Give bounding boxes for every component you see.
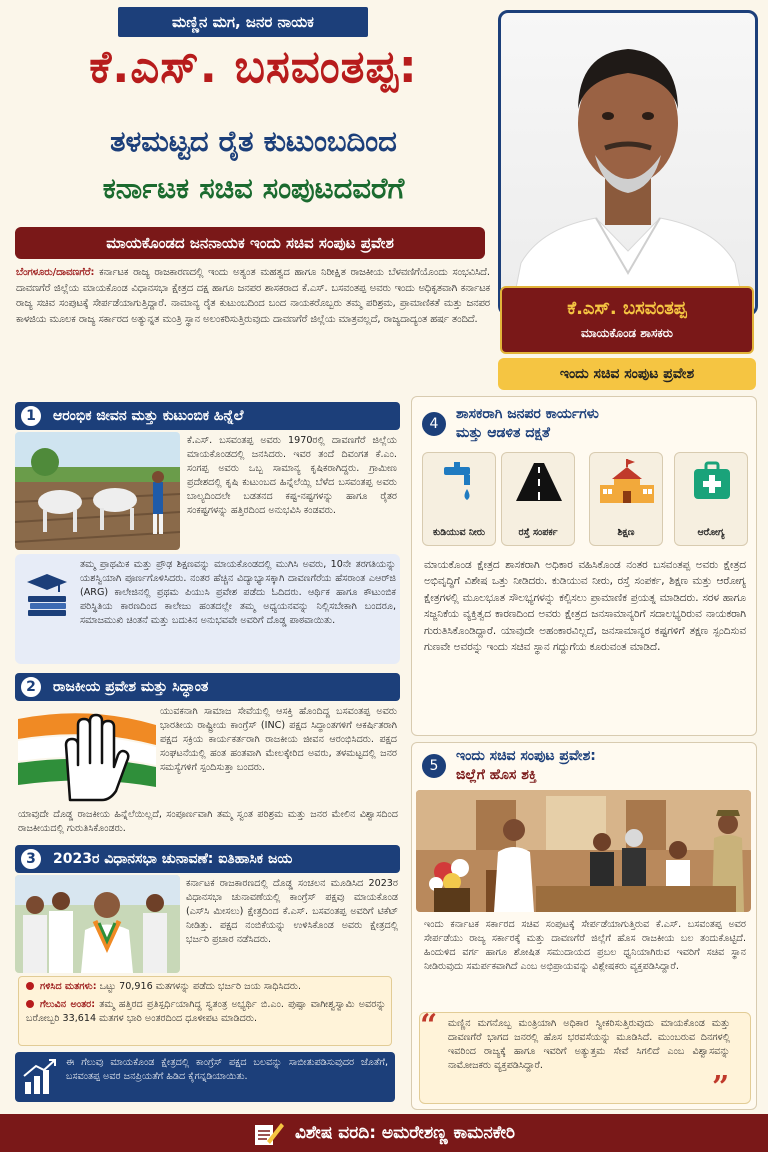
section3-title: 2023ರ ವಿಧಾನಸಭಾ ಚುನಾವಣೆ: ಐತಿಹಾಸಿಕ ಜಯ [53, 851, 293, 867]
section2-para2: ಯಾವುದೇ ದೊಡ್ಡ ರಾಜಕೀಯ ಹಿನ್ನೆಲೆಯಿಲ್ಲದೆ, ಸಂಪೂರ್ಣವಾಗಿ ತಮ್ಮ ಸ್ವಂತ ಪರಿಶ್ರಮ ಮತ್ತು ಜನರ ಮೇಲಿನ ವಿಶ್ವಾಸದಿಂದ ರಾಜಕೀಯದಲ್ಲಿ ಗುರುತಿಸಿಕೊಂಡರು. [18, 809, 398, 834]
intro-banner [15, 227, 485, 259]
section5-title-line2: ಜಿಲ್ಲೆಗೆ ಹೊಸ ಶಕ್ತಿ [456, 767, 537, 783]
section2-para1: ಯುವಕನಾಗಿ ಸಾಮಾಜ ಸೇವೆಯಲ್ಲಿ ಆಸಕ್ತಿ ಹೊಂದಿದ್ದ ಬಸವಂತಪ್ಪ ಅವರು ಭಾರತೀಯ ರಾಷ್ಟ್ರೀಯ ಕಾಂಗ್ರೆಸ್ (INC) ಪಕ್ಷದ ಸಿದ್ಧಾಂತಗಳಿಗೆ ಆಕರ್ಷಿತರಾಗಿ ಪಕ್ಷದ ಸಕ್ರಿಯ ಕಾರ್ಯಕರ್ತರಾಗಿ ರಾಜಕೀಯ ಜೀವನ ಆರಂಭಿಸಿದರು. ಪಕ್ಷದ ಸಂಘಟನೆಯಲ್ಲಿ ಹಂತ ಹಂತವಾಗಿ ಮೇಲಕ್ಕೇರಿದ ಅವರು, ತಳಮಟ್ಟದಲ್ಲಿ ಜನರ ಸಮಸ್ಯೆಗಳಿಗೆ ಸ್ಪಂದಿಸುತ್ತಾ ಬಂದರು. [160, 706, 397, 773]
swearing-in-photo [416, 790, 751, 912]
quote-text: ಮಣ್ಣಿನ ಮಗನೊಬ್ಬ ಮಂತ್ರಿಯಾಗಿ ಅಧಿಕಾರ ಸ್ವೀಕರಿಸುತ್ತಿರುವುದು ಮಾಯಕೊಂಡ ಮತ್ತು ದಾವಣಗೆರೆ ಭಾಗದ ಜನರಲ್ಲಿ ಹೊಸ ಭರವಸೆಯನ್ನು ಮೂಡಿಸಿದೆ. ಮುಂಬರುವ ದಿನಗಳಲ್ಲಿ ಇವರಿಂದ ರಾಜ್ಯಕ್ಕೆ ಹಾಗೂ ಇವರಿಗೆ ಅತ್ಯುತ್ತಮ ಸೇವೆ ಸಿಗಲಿದೆ ಎಂಬ ವಿಶ್ವಾಸವನ್ನು ನಾಮೋಜಕರು ವ್ಯಕ್ತಪಡಿಸಿದ್ದಾರೆ. [448, 1018, 730, 1071]
portrait-nameplate [500, 286, 754, 354]
section5-para: ಇಂದು ಕರ್ನಾಟಕ ಸರ್ಕಾರದ ಸಚಿವ ಸಂಪುಟಕ್ಕೆ ಸೇರ್ಪಡೆಯಾಗುತ್ತಿರುವ ಕೆ.ಎಸ್. ಬಸವಂತಪ್ಪ ಅವರ ಸೇರ್ಪಡೆಯು ರಾಜ್ಯ ಸರ್ಕಾರಕ್ಕೆ ಮತ್ತು ದಾವಣಗೆರೆ ಜಿಲ್ಲೆಗೆ ಹೊಸ ರಾಜಕೀಯ ಬಲ ತಂದುಕೊಟ್ಟಿದೆ. ಹಿಂದುಳಿದ ವರ್ಗ ಹಾಗೂ ಶೋಷಿತ ಸಮುದಾಯದ ಪ್ರಬಲ ಧ್ವನಿಯಾಗಿರುವ ಇವರಿಗೆ ಸಚಿವ ಸ್ಥಾನ ನೀಡಿರುವುದು ಸಮರ್ಪಕವಾಗಿದೆ ಎಂಬ ಅಭಿಪ್ರಾಯವನ್ನು ವಿಶ್ಲೇಷಕರು ವ್ಯಕ್ತಪಡಿಸಿದ್ದಾರೆ. [424, 919, 746, 972]
school-icon [598, 457, 656, 505]
footer-text: ವಿಶೇಷ ವರದಿ: ಅಮರೇಶಣ್ಣ ಕಾಮನಕೇರಿ [294, 1123, 516, 1143]
headline-sub1: ತಳಮಟ್ಟದ ರೈತ ಕುಟುಂಬದಿಂದ [110, 124, 397, 158]
election-rally-photo [15, 875, 180, 973]
tagline-banner [118, 7, 368, 37]
section2-title: ರಾಜಕೀಯ ಪ್ರವೇಶ ಮತ್ತು ಸಿದ್ಧಾಂತ [53, 679, 209, 695]
section5-title-line1: ಇಂದು ಸಚಿವ ಸಂಪುಟ ಪ್ರವೇಶ: [456, 748, 596, 764]
section4-header [420, 402, 750, 446]
section4-title-line1: ಶಾಸಕರಾಗಿ ಜನಪರ ಕಾರ್ಯಗಳು [456, 406, 599, 422]
headline-sub2: ಕರ್ನಾಟಕ ಸಚಿವ ಸಂಪುಟದವರೆಗೆ [102, 171, 405, 205]
portrait-tag-text: ಇಂದು ಸಚಿವ ಸಂಪುಟ ಪ್ರವೇಶ [559, 366, 695, 382]
water-tap-icon [438, 459, 482, 503]
portrait-name: ಕೆ.ಎಸ್. ಬಸವಂತಪ್ಪ [567, 298, 687, 319]
stat-votes-label: ಗಳಿಸಿದ ಮತಗಳು: [40, 981, 97, 992]
books-icon [22, 570, 72, 620]
congress-hand-symbol [18, 705, 156, 805]
tile-drinking-water-label: ಕುಡಿಯುವ ನೀರು [433, 527, 485, 538]
portrait-role: ಮಾಯಕೊಂಡ ಶಾಸಕರು [581, 326, 673, 340]
tile-road [501, 452, 575, 546]
tile-health [674, 452, 748, 546]
intro-dateline: ಬೆಂಗಳೂರು/ದಾವಣಗೆರೆ: [16, 267, 95, 278]
health-icon [690, 459, 734, 503]
pen-writing-icon [253, 1119, 285, 1147]
headline-name: ಕೆ.ಎಸ್. ಬಸವಂತಪ್ಪ: [89, 40, 418, 93]
stat-margin-text: ತಮ್ಮ ಹತ್ತಿರದ ಪ್ರತಿಸ್ಪರ್ಧಿಯಾಗಿದ್ದ ಸ್ವತಂತ್ರ ಅಭ್ಯರ್ಥಿ ಬಿ.ಎಂ. ಪುಷ್ಪಾ ವಾಗೀಶ್ವಸ್ವಾಮಿ ಅವರನ್ನು ಬರೋಬ್ಬರಿ 33,614 ಮತಗಳ ಭಾರಿ ಅಂತರದಿಂದ ಧೂಳೀಪಟ ಮಾಡಿದರು. [26, 999, 387, 1024]
growth-chart-icon [22, 1058, 58, 1096]
road-icon [512, 459, 566, 503]
section2-number: 2 [19, 675, 43, 699]
tile-health-label: ಆರೋಗ್ಯ [697, 527, 725, 538]
stat-margin [26, 998, 386, 1026]
intro-banner-text: ಮಾಯಕೊಂಡದ ಜನನಾಯಕ ಇಂದು ಸಚಿವ ಸಂಪುಟ ಪ್ರವೇಶ [106, 234, 394, 252]
tagline: ಮಣ್ಣಿನ ಮಗ, ಜನರ ನಾಯಕ [172, 13, 314, 31]
footer-bar [0, 1114, 768, 1152]
section4-para: ಮಾಯಕೊಂಡ ಕ್ಷೇತ್ರದ ಶಾಸಕರಾಗಿ ಅಧಿಕಾರ ವಹಿಸಿಕೊಂಡ ನಂತರ ಬಸವಂತಪ್ಪ ಅವರು ಕ್ಷೇತ್ರದ ಅಭಿವೃದ್ಧಿಗೆ ವಿಶೇಷ ಒತ್ತು ನೀಡಿದರು. ಕುಡಿಯುವ ನೀರು, ರಸ್ತೆ ಸಂಪರ್ಕ, ಶಿಕ್ಷಣ ಮತ್ತು ಆರೋಗ್ಯ ಕ್ಷೇತ್ರಗಳಲ್ಲಿ ಮೂಲಭೂತ ಸೌಲಭ್ಯಗಳನ್ನು ಕಲ್ಪಿಸಲು ಪ್ರಾಮಾಣಿಕ ಪ್ರಯತ್ನ ಮಾಡಿದರು. ಸರಳ ಹಾಗೂ ಸಜ್ಜನಿಕೆಯ ವ್ಯಕ್ತಿತ್ವದ ಕಾರಣದಿಂದ ಅವರು ಕ್ಷೇತ್ರದ ಜನಸಾಮಾನ್ಯರಿಗೆ ಸದಾಲಭ್ಯರಿರುವ ನಾಯಕರಾಗಿ ಗುರುತಿಸಿಕೊಂಡಿದ್ದಾರೆ. ಯಾವುದೇ ಅಹಂಕಾರವಿಲ್ಲದೆ, ಜನಸಾಮಾನ್ಯರ ಕಷ್ಟಗಳಿಗೆ ತಕ್ಷಣ ಸ್ಪಂದಿಸುವ ಗುಣವೇ ಅವರನ್ನು ಇಂದು ಸಚಿವ ಸ್ಥಾನ ಗದ್ದುಗೆಯ ಕೂರುವಂತ ಮಾಡಿದೆ. [424, 559, 746, 654]
section5-header [420, 746, 750, 786]
portrait-tag [498, 358, 756, 390]
section1-para2: ತಮ್ಮ ಪ್ರಾಥಮಿಕ ಮತ್ತು ಪ್ರೌಢ ಶಿಕ್ಷಣವನ್ನು ಮಾಯಕೊಂಡದಲ್ಲಿ ಮುಗಿಸಿ ಅವರು, 10ನೇ ತರಗತಿಯನ್ನು ಯಶಸ್ವಿಯಾಗಿ ಪೂರ್ಣಗೊಳಿಸಿದರು. ನಂತರ ಹೆಚ್ಚಿನ ವಿದ್ಯಾಭ್ಯಾಸಕ್ಕಾಗಿ ದಾವಣಗೆರೆಯ ಹೆಸರಾಂತ ಎಆರ್‌ಜಿ (ARG) ಕಾಲೇಜಿನಲ್ಲಿ ಪ್ರಥಮ ಪಿಯುಸಿ ಪ್ರವೇಶ ಪಡೆದು ಓದಿದರು. ಆರ್ಥಿಕ ಹಾಗೂ ಕೌಟುಂಬಿಕ ಪರಿಸ್ಥಿತಿಯ ಕಾರಣದಿಂದ ಕಾಲೇಜು ಹಂತದಲ್ಲೇ ತಮ್ಮ ಅಧ್ಯಯನವನ್ನು ನಿಲ್ಲಿಸಬೇಕಾಗಿ ಬಂದರೂ, ಸಮಾಜಮುಖಿ ಚಿಂತನೆ ಮತ್ತು ಬದುಕಿನ ಅನುಭವವೇ ಅವರಿಗೆ ದೊಡ್ಡ ಪಾಠವಾಯಿತು. [80, 559, 396, 626]
intro-body: ಕರ್ನಾಟಕ ರಾಜ್ಯ ರಾಜಕಾರಣದಲ್ಲಿ ಇಂದು ಅತ್ಯಂತ ಮಹತ್ವದ ಹಾಗೂ ನಿರೀಕ್ಷಿತ ರಾಜಕೀಯ ಬೆಳವಣಿಗೆಯೊಂದು ಸಂಭವಿಸಿದೆ. ದಾವಣಗೆರೆ ಜಿಲ್ಲೆಯ ಮಾಯಕೊಂಡ ವಿಧಾನಸಭಾ ಕ್ಷೇತ್ರದ ದಕ್ಷ ಹಾಗೂ ಜನಪರ ಶಾಸಕರಾದ ಕೆ.ಎಸ್. ಬಸವಂತಪ್ಪ ಅವರು ಇಂದು ಅಧಿಕೃತವಾಗಿ ಕರ್ನಾಟಕ ರಾಜ್ಯ ಸಚಿವ ಸಂಪುಟಕ್ಕೆ ಸೇರ್ಪಡೆಯಾಗುತ್ತಿದ್ದಾರೆ. ನಾಮಾನ್ಯ ರೈತ ಕುಟುಂಬದಿಂದ ಬಂದ ನಾಯಕರೊಬ್ಬರು ತಮ್ಮ ಪರಿಶ್ರಮ, ಪ್ರಾಮಾಣಿಕತೆ ಮತ್ತು ಜನಪರ ಕಾಳಜಿಯ ಮೂಲಕ ರಾಜ್ಯ ಸರ್ಕಾರದ ಅತ್ಯುನ್ನತ ಮಂತ್ರಿ ಸ್ಥಾನ ಅಲಂಕರಿಸುತ್ತಿರುವುದು ದಾವಣಗೆರೆ ಜಿಲ್ಲೆಯ ಮಾತ್ರವಲ್ಲದೆ, ರಾಜ್ಯದಾದ್ಯಂತ ಹರ್ಷ ತಂದಿದೆ. [16, 267, 490, 325]
tile-drinking-water [422, 452, 496, 546]
stat-votes [26, 980, 386, 994]
section4-title-line2: ಮತ್ತು ಆಡಳಿತ ದಕ್ಷತೆ [456, 425, 550, 441]
section2-header [15, 673, 400, 701]
farming-illustration [15, 432, 180, 550]
section5-number: 5 [422, 754, 446, 778]
quote-open-icon: “ [420, 1008, 438, 1043]
section1-title: ಆರಂಭಿಕ ಜೀವನ ಮತ್ತು ಕುಟುಂಬಿಕ ಹಿನ್ನೆಲೆ [53, 408, 244, 424]
portrait-image [501, 13, 755, 313]
intro-text [16, 265, 490, 327]
stat-votes-text: ಒಟ್ಟು 70,916 ಮತಗಳನ್ನು ಪಡೆದು ಭರ್ಜರಿ ಜಯ ಸಾಧಿಸಿದರು. [96, 981, 301, 992]
portrait-frame [498, 10, 758, 316]
tile-education [589, 452, 663, 546]
section1-header [15, 402, 400, 430]
section3-header [15, 845, 400, 873]
section1-number: 1 [19, 404, 43, 428]
stat-margin-label: ಗೆಲುವಿನ ಅಂತರ: [40, 999, 96, 1010]
bullet-icon [26, 982, 34, 990]
section1-para1: ಕೆ.ಎಸ್. ಬಸವಂತಪ್ಪ ಅವರು 1970ರಲ್ಲಿ ದಾವಣಗೆರೆ ಜಿಲ್ಲೆಯ ಮಾಯಕೊಂಡದಲ್ಲಿ ಜನಸಿದರು. ಇವರ ತಂದೆ ದಿವಂಗತ ಕೆ.ಎಂ. ಸಂಗಪ್ಪ ಅವರು ಒಬ್ಬ ಸಾಮಾನ್ಯ ಕೃಷಿಕರಾಗಿದ್ದರು. ಗ್ರಾಮೀಣ ಪ್ರದೇಶದಲ್ಲಿ ಕೃಷಿ ಕುಟುಂಬದ ಹಿನ್ನೆಲೆಯ್ಲಿ ಬೆಳೆದ ಬಸವಂತಪ್ಪ ಅವರು ಬಾಲ್ಯದಿಂದಲೇ ಬಡತನದ ಕಷ್ಟ-ನಷ್ಟಗಳನ್ನು ಹಾಗೂ ರೈತರ ಸಂಕಷ್ಟಗಳನ್ನು ಹತ್ತಿರದಿಂದ ಅನುಭವಿಸಿ ಕಂಡವರು. [187, 435, 397, 516]
tile-road-label: ರಸ್ತೆ ಸಂಪರ್ಕ [518, 527, 558, 538]
section3-number: 3 [19, 847, 43, 871]
quote-close-icon: ” [712, 1070, 730, 1105]
section3-para1: ಕರ್ನಾಟಕ ರಾಜಕಾರಣದಲ್ಲಿ ದೊಡ್ಡ ಸಂಚಲನ ಮೂಡಿಸಿದ 2023ರ ವಿಧಾನಸಭಾ ಚುನಾವಣೆಯಲ್ಲಿ ಕಾಂಗ್ರೆಸ್ ಪಕ್ಷವು ಮಾಯಕೊಂಡ (ಎಸ್‌ಸಿ ಮೀಸಲು) ಕ್ಷೇತ್ರದಿಂದ ಕೆ.ಎಸ್. ಬಸವಂತಪ್ಪ ಅವರಿಗೆ ಟಿಕೆಟ್ ನೀಡಿತ್ತು. ಪಕ್ಷದ ನಂಬಿಕೆಯನ್ನು ಉಳಿಸಿಕೊಂಡ ಅವರು ಕ್ಷೇತ್ರದಲ್ಲಿ ಭರ್ಜರಿ ಪ್ರಚಾರ ನಡೆಸಿದರು. [186, 878, 398, 945]
section3-footer-text: ಈ ಗೆಲುವು ಮಾಯಕೊಂಡ ಕ್ಷೇತ್ರದಲ್ಲಿ ಕಾಂಗ್ರೆಸ್ ಪಕ್ಷದ ಬಲವನ್ನು ಸಾಬೀತುಪಡಿಸುವುದರ ಜೊತೆಗೆ, ಬಸವಂತಪ್ಪ ಅವರ ಜನಪ್ರಿಯತೆಗೆ ಹಿಡಿದ ಕೈಗನ್ನಡಿಯಾಯಿತು. [66, 1057, 388, 1082]
bullet-icon [26, 1000, 34, 1008]
section4-number: 4 [422, 412, 446, 436]
tile-education-label: ಶಿಕ್ಷಣ [617, 527, 635, 538]
